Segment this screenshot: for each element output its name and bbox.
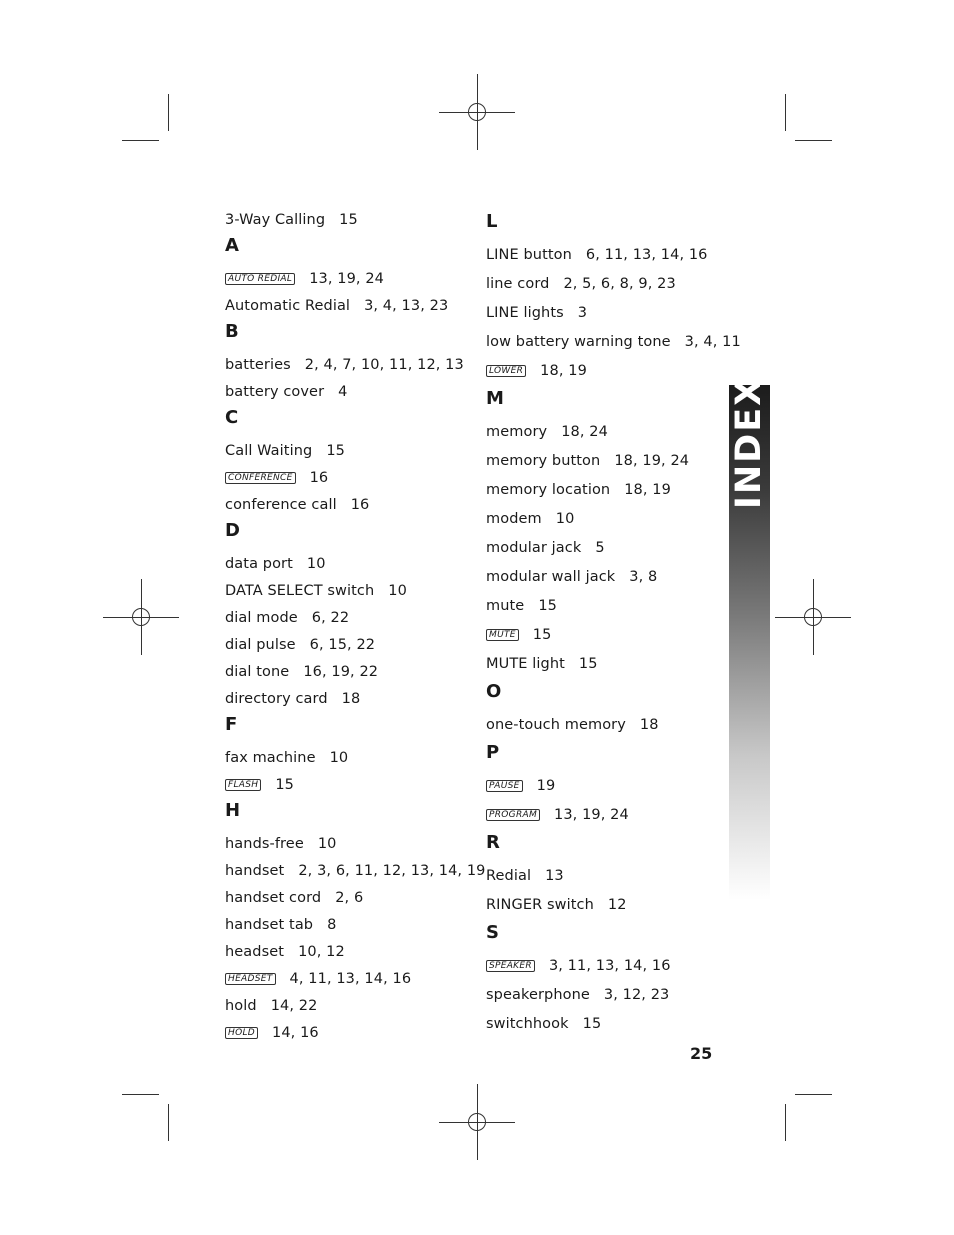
index-entry	[225, 776, 294, 794]
key-label: AUTO REDIAL	[225, 273, 295, 285]
index-entry	[486, 806, 629, 824]
index-term: RINGER switch	[486, 897, 594, 913]
section-letter: C	[225, 407, 239, 428]
key-label: PAUSE	[486, 780, 523, 792]
page-refs: 3, 12, 23	[603, 987, 670, 1003]
crop-mark	[122, 1094, 159, 1095]
index-entry	[486, 986, 669, 1004]
crop-mark	[168, 94, 169, 131]
index-entry	[486, 510, 574, 528]
index-term: battery cover	[225, 384, 325, 400]
page-refs: 18, 24	[561, 424, 608, 440]
page-refs: 8	[327, 917, 337, 933]
index-entry	[225, 835, 337, 853]
page-refs: 15	[326, 443, 345, 459]
page-refs: 12	[607, 897, 627, 913]
index-entry	[486, 304, 587, 322]
index-entry	[225, 469, 328, 487]
index-entry	[225, 690, 360, 708]
index-term: 3-Way Calling	[225, 212, 326, 228]
index-entry	[225, 749, 348, 767]
index-term: memory	[486, 424, 548, 440]
index-entry	[225, 997, 317, 1015]
index-entry	[486, 568, 657, 586]
crop-mark	[785, 94, 786, 131]
page-refs: 5	[595, 540, 605, 556]
section-letter: R	[486, 832, 500, 853]
index-term: directory card	[225, 691, 328, 707]
page-refs: 15	[339, 212, 358, 228]
index-entry	[225, 970, 411, 988]
index-entry	[225, 582, 407, 600]
page-refs: 15	[582, 1016, 602, 1032]
page-refs: 3	[577, 305, 588, 321]
index-entry	[486, 275, 676, 293]
section-letter: O	[486, 681, 502, 702]
index-term: modular wall jack	[486, 569, 616, 585]
index-entry	[486, 716, 659, 734]
key-label: CONFERENCE	[225, 472, 296, 484]
section-letter: D	[225, 520, 240, 541]
page-refs: 18, 19	[624, 482, 671, 498]
crop-mark	[785, 1104, 786, 1141]
index-entry	[225, 862, 486, 880]
page-refs: 18, 19, 24	[614, 453, 690, 469]
index-entry	[486, 896, 627, 914]
index-entry	[225, 916, 336, 934]
index-entry	[486, 539, 605, 557]
page-refs: 15	[275, 777, 294, 793]
index-term: line cord	[486, 276, 550, 292]
index-entry	[225, 270, 384, 288]
index-term: LINE lights	[486, 305, 564, 321]
key-label: FLASH	[225, 779, 261, 791]
section-letter: S	[486, 922, 499, 943]
index-term: switchhook	[486, 1016, 569, 1032]
page-refs: 10, 12	[298, 944, 345, 960]
page-refs: 2, 6	[335, 890, 364, 906]
index-term: one-touch memory	[486, 717, 626, 733]
page-refs: 14, 16	[272, 1025, 319, 1041]
index-tab-label: INDEX	[729, 376, 769, 510]
index-entry	[486, 481, 671, 499]
index-entry	[486, 957, 671, 975]
index-term: modular jack	[486, 540, 582, 556]
page-refs: 18, 19	[540, 363, 587, 379]
index-entry	[486, 246, 708, 264]
index-term: LINE button	[486, 247, 572, 263]
index-term: mute	[486, 598, 525, 614]
page-refs: 3, 11, 13, 14, 16	[548, 958, 671, 974]
page-refs: 10	[306, 556, 326, 572]
index-entry	[225, 889, 363, 907]
key-label: MUTE	[486, 629, 519, 641]
page-refs: 15	[532, 627, 552, 643]
index-entry	[225, 943, 345, 961]
index-term: dial pulse	[225, 637, 296, 653]
index-entry	[486, 452, 689, 470]
index-entry	[225, 383, 347, 401]
index-entry	[486, 655, 598, 673]
index-entry	[486, 333, 741, 351]
index-term: memory button	[486, 453, 601, 469]
index-term: DATA SELECT switch	[225, 583, 375, 599]
index-term: modem	[486, 511, 542, 527]
crop-mark	[795, 140, 832, 141]
index-term: memory location	[486, 482, 611, 498]
index-term: handset cord	[225, 890, 322, 906]
index-term: hold	[225, 998, 257, 1014]
index-entry	[225, 356, 464, 374]
index-entry	[486, 362, 587, 380]
index-entry	[486, 423, 608, 441]
page-refs: 18	[639, 717, 659, 733]
page-refs: 6, 22	[311, 610, 350, 626]
page-refs: 15	[578, 656, 598, 672]
page-number: 25	[690, 1044, 713, 1063]
index-term: headset	[225, 944, 285, 960]
index-entry	[225, 663, 378, 681]
index-term: Redial	[486, 868, 532, 884]
index-term: dial tone	[225, 664, 290, 680]
page-refs: 18	[341, 691, 361, 707]
index-term: conference call	[225, 497, 337, 513]
page-refs: 4	[338, 384, 348, 400]
index-term: handset	[225, 863, 285, 879]
page-refs: 3, 8	[629, 569, 658, 585]
index-entry	[225, 211, 358, 229]
index-term: batteries	[225, 357, 291, 373]
page-refs: 6, 15, 22	[309, 637, 376, 653]
page-refs: 10	[329, 750, 349, 766]
index-term: dial mode	[225, 610, 298, 626]
section-letter: H	[225, 800, 241, 821]
page-refs: 3, 4, 11	[684, 334, 741, 350]
index-entry	[225, 496, 369, 514]
page-refs: 6, 11, 13, 14, 16	[585, 247, 708, 263]
index-entry	[225, 442, 345, 460]
index-entry	[486, 626, 551, 644]
index-entry	[225, 636, 375, 654]
index-entry	[225, 609, 349, 627]
page-refs: 2, 3, 6, 11, 12, 13, 14, 19	[298, 863, 486, 879]
index-term: handset tab	[225, 917, 314, 933]
index-entry	[486, 597, 557, 615]
key-label: SPEAKER	[486, 960, 535, 972]
index-term: speakerphone	[486, 987, 590, 1003]
index-entry	[486, 1015, 601, 1033]
page-refs: 13, 19, 24	[309, 271, 384, 287]
page-refs: 3, 4, 13, 23	[364, 298, 449, 314]
page-refs: 16	[350, 497, 370, 513]
index-term: Call Waiting	[225, 443, 313, 459]
section-letter: F	[225, 714, 238, 735]
index-term: MUTE light	[486, 656, 565, 672]
key-label: LOWER	[486, 365, 526, 377]
index-entry	[225, 555, 326, 573]
key-label: HEADSET	[225, 973, 276, 985]
page-refs: 2, 5, 6, 8, 9, 23	[563, 276, 676, 292]
page-refs: 16, 19, 22	[303, 664, 379, 680]
index-term: Automatic Redial	[225, 298, 351, 314]
page-refs: 10	[555, 511, 575, 527]
page-refs: 4, 11, 13, 14, 16	[289, 971, 412, 987]
section-letter: P	[486, 742, 500, 763]
section-letter: B	[225, 321, 239, 342]
crop-mark	[168, 1104, 169, 1141]
index-entry	[225, 1024, 319, 1042]
crop-mark	[122, 140, 159, 141]
index-entry	[225, 297, 448, 315]
page-refs: 19	[536, 778, 556, 794]
index-term: low battery warning tone	[486, 334, 671, 350]
index-term: data port	[225, 556, 293, 572]
key-label: PROGRAM	[486, 809, 540, 821]
index-entry	[486, 867, 564, 885]
page-refs: 14, 22	[270, 998, 318, 1014]
page-refs: 10	[317, 836, 337, 852]
key-label: HOLD	[225, 1027, 258, 1039]
page-refs: 16	[309, 470, 329, 486]
page-refs: 13, 19, 24	[554, 807, 629, 823]
page-refs: 10	[388, 583, 407, 599]
page-refs: 2, 4, 7, 10, 11, 12, 13	[304, 357, 464, 373]
section-letter: M	[486, 388, 504, 409]
index-entry	[486, 777, 555, 795]
page-refs: 15	[538, 598, 557, 614]
index-term: hands-free	[225, 836, 304, 852]
page-refs: 13	[545, 868, 564, 884]
section-letter: L	[486, 211, 498, 232]
section-letter: A	[225, 235, 239, 256]
crop-mark	[795, 1094, 832, 1095]
index-term: fax machine	[225, 750, 316, 766]
